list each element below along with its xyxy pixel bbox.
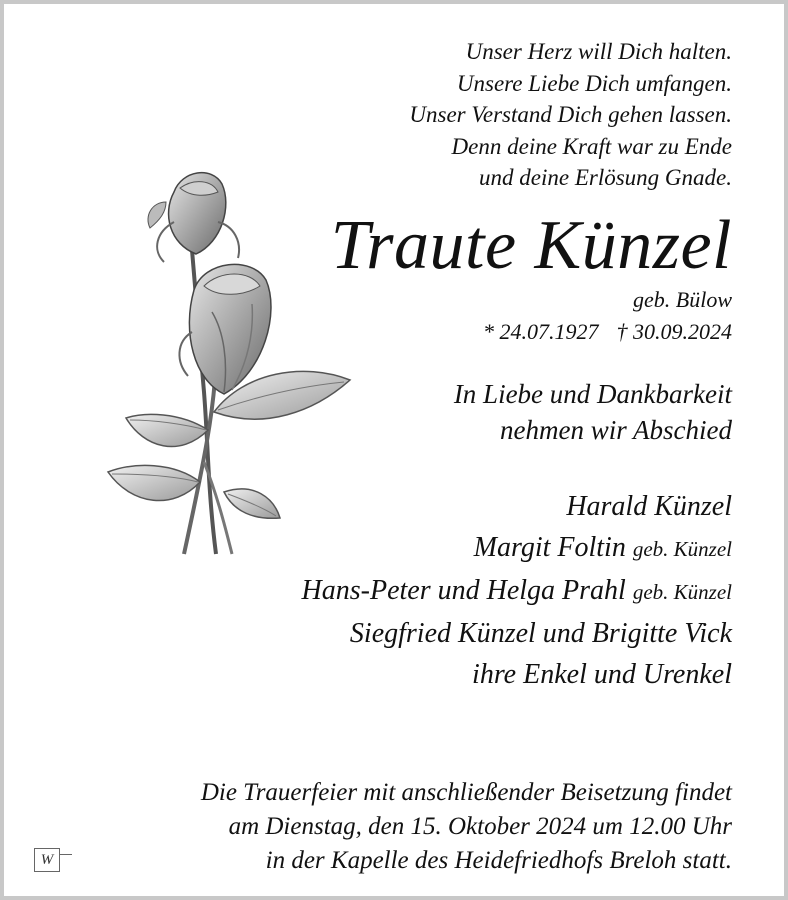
ceremony-info [201, 776, 732, 878]
family-member [302, 486, 732, 527]
logo-dash [60, 854, 72, 855]
family-list [302, 486, 732, 695]
family-member-name: Harald Künzel [566, 491, 732, 522]
ceremony-line: in der Kapelle des Heidefriedhofs Breloh statt. [265, 847, 732, 874]
family-member-suffix: geb. Künzel [632, 537, 732, 561]
family-member-name: Hans-Peter und Helga Prahl [301, 575, 626, 606]
ceremony-line: am Dienstag, den 15. Oktober 2024 um 12.00 Uhr [228, 813, 732, 840]
life-dates [483, 318, 732, 346]
family-member [302, 613, 732, 654]
poem-line: Unsere Liebe Dich umfangen. [456, 70, 732, 96]
family-member-name: Siegfried Künzel und Brigitte Vick [349, 618, 732, 649]
poem-line: Denn deine Kraft war zu Ende [451, 133, 732, 159]
poem-line: Unser Herz will Dich halten. [465, 39, 732, 64]
family-member [302, 527, 732, 570]
farewell-text [454, 376, 732, 448]
family-member-suffix: geb. Künzel [632, 580, 732, 604]
ceremony-line: Die Trauerfeier mit anschließender Beisetzung findet [200, 779, 732, 806]
birth-date: * 24.07.1927 [483, 319, 599, 344]
logo-mark: W [34, 848, 60, 872]
farewell-line: nehmen wir Abschied [500, 415, 732, 445]
publisher-logo-icon [34, 842, 74, 876]
death-date: † 30.09.2024 [616, 319, 732, 344]
family-member [302, 654, 732, 695]
family-member [302, 570, 732, 613]
birth-name: geb. Bülow [633, 287, 732, 312]
poem-line: Unser Verstand Dich gehen lassen. [409, 102, 732, 127]
family-member-name: ihre Enkel und Urenkel [472, 659, 732, 690]
deceased-name: Traute Künzel [330, 207, 732, 284]
family-member-name: Margit Foltin [473, 532, 626, 563]
poem [409, 36, 732, 194]
poem-line: und deine Erlösung Gnade. [479, 165, 732, 190]
farewell-line: In Liebe und Dankbarkeit [453, 379, 732, 409]
